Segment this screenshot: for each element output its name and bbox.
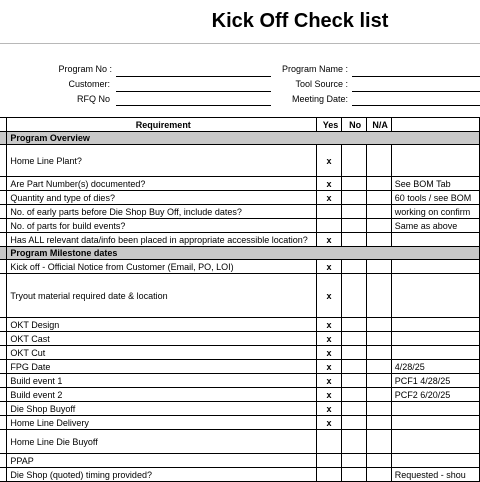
notes-cell[interactable]: PCF1 4/28/25 bbox=[391, 374, 479, 388]
meeting-date-label: Meeting Date: bbox=[291, 94, 348, 104]
na-cell[interactable] bbox=[366, 191, 391, 205]
notes-cell[interactable]: PCF2 6/20/25 bbox=[391, 388, 479, 402]
program-no-label: Program No : bbox=[58, 64, 112, 74]
table-header-row bbox=[0, 118, 480, 132]
notes-cell[interactable] bbox=[391, 332, 479, 346]
table-row bbox=[0, 205, 480, 219]
no-cell[interactable] bbox=[341, 260, 366, 274]
no-cell[interactable] bbox=[341, 402, 366, 416]
program-name-field[interactable] bbox=[352, 76, 480, 77]
table-row bbox=[0, 219, 480, 233]
table-row bbox=[0, 145, 480, 177]
requirement-cell: Die Shop (quoted) timing provided? bbox=[7, 468, 317, 482]
yes-cell[interactable]: x bbox=[317, 260, 342, 274]
na-cell[interactable] bbox=[366, 468, 391, 482]
yes-cell[interactable] bbox=[317, 454, 342, 468]
table-row bbox=[0, 318, 480, 332]
no-cell[interactable] bbox=[341, 454, 366, 468]
no-header: No bbox=[341, 118, 366, 132]
yes-cell[interactable]: x bbox=[317, 191, 342, 205]
na-cell[interactable] bbox=[366, 360, 391, 374]
table-row bbox=[0, 332, 480, 346]
customer-label: Customer: bbox=[68, 79, 110, 89]
tool-source-label: Tool Source : bbox=[295, 79, 348, 89]
table-row bbox=[0, 454, 480, 468]
no-cell[interactable] bbox=[341, 177, 366, 191]
yes-cell[interactable]: x bbox=[317, 416, 342, 430]
na-cell[interactable] bbox=[366, 402, 391, 416]
na-cell[interactable] bbox=[366, 318, 391, 332]
no-cell[interactable] bbox=[341, 360, 366, 374]
table-row bbox=[0, 416, 480, 430]
notes-cell[interactable] bbox=[391, 318, 479, 332]
na-cell[interactable] bbox=[366, 346, 391, 360]
notes-cell[interactable]: 4/28/25 bbox=[391, 360, 479, 374]
table-row bbox=[0, 233, 480, 247]
notes-cell[interactable] bbox=[391, 416, 479, 430]
yes-cell[interactable] bbox=[317, 205, 342, 219]
notes-cell[interactable] bbox=[391, 346, 479, 360]
requirement-cell: Build event 1 bbox=[7, 374, 317, 388]
na-cell[interactable] bbox=[366, 233, 391, 247]
section-header bbox=[0, 132, 480, 145]
no-cell[interactable] bbox=[341, 274, 366, 318]
na-cell[interactable] bbox=[366, 332, 391, 346]
requirement-cell: Tryout material required date & location bbox=[7, 274, 317, 318]
yes-cell[interactable]: x bbox=[317, 332, 342, 346]
no-cell[interactable] bbox=[341, 191, 366, 205]
requirement-cell: No. of early parts before Die Shop Buy Off, include dates? bbox=[7, 205, 317, 219]
no-cell[interactable] bbox=[341, 374, 366, 388]
no-cell[interactable] bbox=[341, 145, 366, 177]
page-title: Kick Off Check list bbox=[211, 10, 389, 32]
no-cell[interactable] bbox=[341, 388, 366, 402]
yes-cell[interactable]: x bbox=[317, 145, 342, 177]
no-cell[interactable] bbox=[341, 346, 366, 360]
requirement-cell: Are Part Number(s) documented? bbox=[7, 177, 317, 191]
notes-cell[interactable]: 60 tools / see BOM bbox=[391, 191, 479, 205]
table-row bbox=[0, 374, 480, 388]
customer-field[interactable] bbox=[116, 91, 271, 92]
table-row bbox=[0, 360, 480, 374]
yes-cell[interactable]: x bbox=[317, 388, 342, 402]
table-row bbox=[0, 402, 480, 416]
na-cell[interactable] bbox=[366, 219, 391, 233]
notes-cell[interactable]: Same as above bbox=[391, 219, 479, 233]
na-cell[interactable] bbox=[366, 274, 391, 318]
na-cell[interactable] bbox=[366, 145, 391, 177]
na-cell[interactable] bbox=[366, 416, 391, 430]
yes-cell[interactable] bbox=[317, 219, 342, 233]
table-row bbox=[0, 274, 480, 318]
notes-cell[interactable] bbox=[391, 430, 479, 454]
rfq-no-label: RFQ No bbox=[76, 94, 110, 104]
yes-cell[interactable]: x bbox=[317, 318, 342, 332]
section-title: Program Milestone dates bbox=[7, 247, 480, 260]
notes-cell[interactable]: working on confirm bbox=[391, 205, 479, 219]
notes-cell[interactable]: See BOM Tab bbox=[391, 177, 479, 191]
section-title: Program Overview bbox=[7, 132, 480, 145]
na-cell[interactable] bbox=[366, 388, 391, 402]
table-row bbox=[0, 346, 480, 360]
yes-header: Yes bbox=[317, 118, 342, 132]
na-cell[interactable] bbox=[366, 260, 391, 274]
yes-cell[interactable]: x bbox=[317, 360, 342, 374]
notes-header bbox=[391, 118, 479, 132]
requirement-cell: Home Line Die Buyoff bbox=[7, 430, 317, 454]
requirement-cell: OKT Cut bbox=[7, 346, 317, 360]
program-no-field[interactable] bbox=[116, 76, 271, 77]
no-cell[interactable] bbox=[341, 205, 366, 219]
notes-cell[interactable] bbox=[391, 260, 479, 274]
notes-cell[interactable]: Requested - shou bbox=[391, 468, 479, 482]
table-row bbox=[0, 430, 480, 454]
requirement-cell: Home Line Delivery bbox=[7, 416, 317, 430]
table-row bbox=[0, 177, 480, 191]
no-cell[interactable] bbox=[341, 233, 366, 247]
requirement-cell: OKT Design bbox=[7, 318, 317, 332]
no-cell[interactable] bbox=[341, 332, 366, 346]
table-row bbox=[0, 388, 480, 402]
notes-cell[interactable] bbox=[391, 402, 479, 416]
na-cell[interactable] bbox=[366, 205, 391, 219]
na-header: N/A bbox=[366, 118, 391, 132]
requirement-cell: No. of parts for build events? bbox=[7, 219, 317, 233]
table-row bbox=[0, 191, 480, 205]
notes-cell[interactable] bbox=[391, 454, 479, 468]
notes-cell[interactable] bbox=[391, 233, 479, 247]
requirement-cell: FPG Date bbox=[7, 360, 317, 374]
title-divider bbox=[0, 43, 480, 44]
table-row bbox=[0, 260, 480, 274]
yes-cell[interactable] bbox=[317, 430, 342, 454]
meeting-date-field[interactable] bbox=[352, 105, 480, 106]
requirement-cell: OKT Cast bbox=[7, 332, 317, 346]
requirement-cell: Die Shop Buyoff bbox=[7, 402, 317, 416]
yes-cell[interactable]: x bbox=[317, 346, 342, 360]
yes-cell[interactable]: x bbox=[317, 374, 342, 388]
na-cell[interactable] bbox=[366, 177, 391, 191]
requirement-header: Requirement bbox=[7, 118, 317, 132]
requirement-cell: Build event 2 bbox=[7, 388, 317, 402]
no-cell[interactable] bbox=[341, 468, 366, 482]
requirement-cell: Home Line Plant? bbox=[7, 145, 317, 177]
requirement-cell: Quantity and type of dies? bbox=[7, 191, 317, 205]
table-row bbox=[0, 468, 480, 482]
notes-cell[interactable] bbox=[391, 145, 479, 177]
yes-cell[interactable] bbox=[317, 468, 342, 482]
program-name-label: Program Name : bbox=[281, 64, 348, 74]
yes-cell[interactable]: x bbox=[317, 177, 342, 191]
checklist-table bbox=[0, 117, 480, 482]
no-cell[interactable] bbox=[341, 318, 366, 332]
no-cell[interactable] bbox=[341, 416, 366, 430]
notes-cell[interactable] bbox=[391, 274, 479, 318]
requirement-cell: Has ALL relevant data/info been placed in appropriate accessible location? bbox=[7, 233, 317, 247]
na-cell[interactable] bbox=[366, 374, 391, 388]
no-cell[interactable] bbox=[341, 430, 366, 454]
section-header bbox=[0, 247, 480, 260]
yes-cell[interactable]: x bbox=[317, 402, 342, 416]
yes-cell[interactable]: x bbox=[317, 274, 342, 318]
no-cell[interactable] bbox=[341, 219, 366, 233]
yes-cell[interactable]: x bbox=[317, 233, 342, 247]
rfq-no-field[interactable] bbox=[116, 105, 271, 106]
requirement-cell: Kick off - Official Notice from Customer (Email, PO, LOI) bbox=[7, 260, 317, 274]
na-cell[interactable] bbox=[366, 430, 391, 454]
requirement-cell: PPAP bbox=[7, 454, 317, 468]
na-cell[interactable] bbox=[366, 454, 391, 468]
tool-source-field[interactable] bbox=[352, 91, 480, 92]
